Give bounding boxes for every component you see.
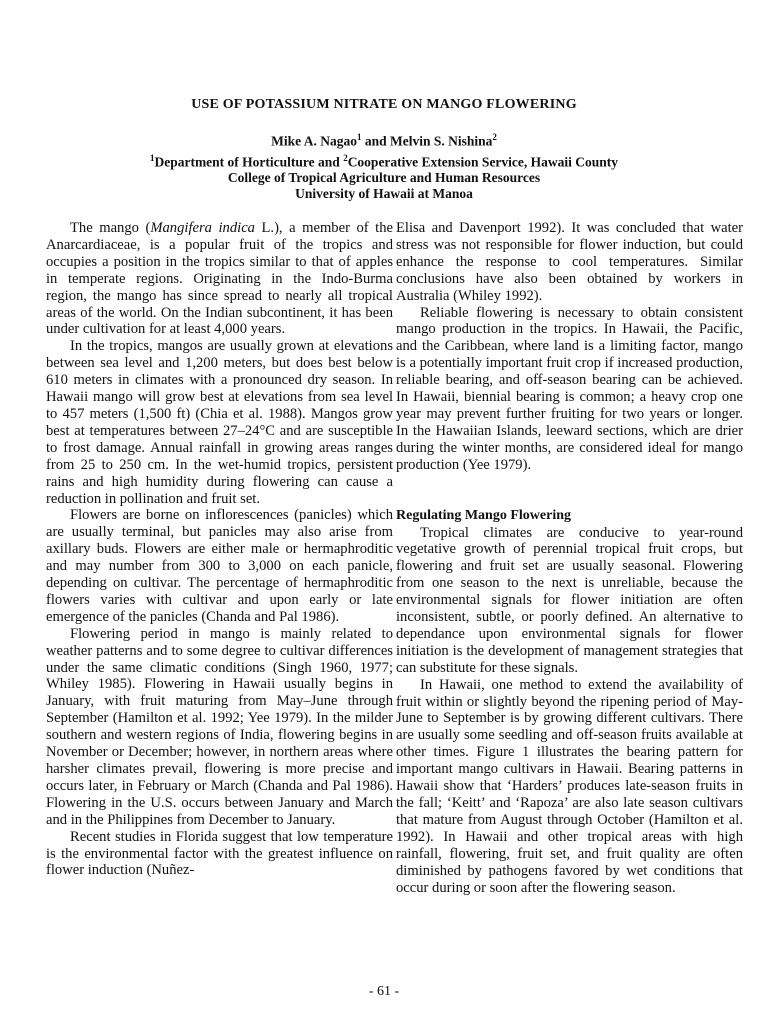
author-block xyxy=(0,129,768,202)
left-column xyxy=(46,220,393,879)
paper-title: USE OF POTASSIUM NITRATE ON MANGO FLOWERING xyxy=(191,97,577,112)
right-paragraph-2: Reliable flowering is necessary to obtain consistent mango production in the tropics. In Hawaii, the Pacific, and the Caribbean, where land is a limiting factor, mango is a potentially important fruit crop if increased production, reliable bearing, and off-season bearing can be achieved. In Hawaii, biennial bearing is common; a heavy crop one year may prevent further fruiting for two years or longer. In the Hawaiian Islands, leeward sections, which are drier during the winter months, are considered ideal for mango production (Yee 1979). xyxy=(396,304,743,473)
author-name-1: Mike A. Nagao xyxy=(271,133,357,149)
author-and: and xyxy=(361,133,390,149)
left-paragraph-1 xyxy=(46,220,393,338)
author-name-2: Melvin S. Nishina xyxy=(390,133,493,149)
right-paragraph-1: Elisa and Davenport 1992). It was concluded that water stress was not responsible for flower induction, but could enhance the response to cool temperatures. Similar conclusions have also been obtained by workers in Australia (Whiley 1992). xyxy=(396,220,743,304)
left-paragraph-5: Recent studies in Florida suggest that low temperature is the environmental factor with the greatest influence on flower induction (Nuñez- xyxy=(46,828,393,879)
left-p1-text-a: The mango ( xyxy=(70,220,151,236)
affiliation-university: University of Hawaii at Manoa xyxy=(295,186,473,201)
page-number: - 61 - xyxy=(368,984,400,999)
affiliation-dept-1: Department of Horticulture and xyxy=(154,154,344,169)
affiliation-dept-2: Cooperative Extension Service, Hawaii County xyxy=(347,154,619,169)
left-paragraph-4: Flowering period in mango is mainly related to weather patterns and to some degree to cultivar differences under the same climatic conditions (Singh 1960, 1977; Whiley 1985). Flowering in Hawaii usually begins in January, with fruit maturing from May–June through September (Hamilton et al. 1992; Yee 1979). In the milder southern and western regions of India, flowering begins in November or December; however, in northern areas where harsher climates prevail, flowering is more precise and occurs later, in February or March (Chanda and Pal 1986). Flowering in the U.S. occurs between January and March and in the Philippines from December to January. xyxy=(46,625,393,828)
species-name: Mangifera indica xyxy=(150,220,255,236)
left-paragraph-3: Flowers are borne on inflorescences (panicles) which are usually terminal, but panicles may also arise from axillary buds. Flowers are either male or hermaphroditic and may number from 300 to 3,000 on each panicle, depending on cultivar. The percentage of hermaphroditic flowers varies with cultivar and upon early or late emergence of the panicles (Chanda and Pal 1986). xyxy=(46,507,393,625)
right-column xyxy=(396,220,743,896)
affiliation-line-1 xyxy=(0,150,768,171)
affiliation-sup-2: 2 xyxy=(343,152,348,163)
author-sup-2: 2 xyxy=(492,132,497,142)
author-sup-1: 1 xyxy=(356,132,362,142)
affiliation-college: College of Tropical Agriculture and Human Resources xyxy=(227,170,541,185)
right-paragraph-3: Tropical climates are conducive to year-round vegetative growth of perennial tropical fruit crops, but flowering and fruit set are usually seasonal. Flowering from one season to the next is unreliable, because the environmental signals for flower initiation are often inconsistent, subtle, or poorly defined. An alternative to dependance upon environmental signals for flower initiation is the development of management strategies that can substitute for these signals. xyxy=(396,524,743,676)
author-line xyxy=(0,129,768,150)
affiliation-sup-1: 1 xyxy=(149,152,155,163)
section-heading: Regulating Mango Flowering xyxy=(396,507,571,523)
left-p1-text-b: L.), a member of the Anarcardiaceae, is a popular fruit of the tropics and occupies a position in the tropics similar to that of apples in temperate regions. Originating in the Indo-Burma region, the mango has since spread to nearly all tropical areas of the world. On the Indian subcontinent, it has been under cultivation for at least 4,000 years. xyxy=(46,220,393,338)
left-paragraph-2: In the tropics, mangos are usually grown at elevations between sea level and 1,200 meters, but does best below 610 meters in climates with a pronounced dry season. In Hawaii mango will grow best at elevations from sea level to 457 meters (1,500 ft) (Chia et al. 1988). Mangos grow best at temperatures between 27–24°C and are susceptible to frost damage. Annual rainfall in growing areas ranges from 25 to 250 cm. In the wet-humid tropics, persistent rains and high humidity during flowering can cause a reduction in pollination and fruit set. xyxy=(46,338,393,507)
right-paragraph-4: In Hawaii, one method to extend the availability of fruit within or slightly beyond the ripening period of May-June to September is by growing different cultivars. There are usually some seedling and off-season fruits available at other times. Figure 1 illustrates the bearing pattern for important mango cultivars in Hawaii. Bearing patterns in Hawaii show that ‘Harders’ produces late-season fruits in the fall; ‘Keitt’ and ‘Rapoza’ are also late season cultivars that mature from August through October (Hamilton et al. 1992). In Hawaii and other tropical areas with high rainfall, flowering, fruit set, and fruit quality are often diminished by pathogens favored by wet conditions that occur during or soon after the flowering season. xyxy=(396,676,743,896)
